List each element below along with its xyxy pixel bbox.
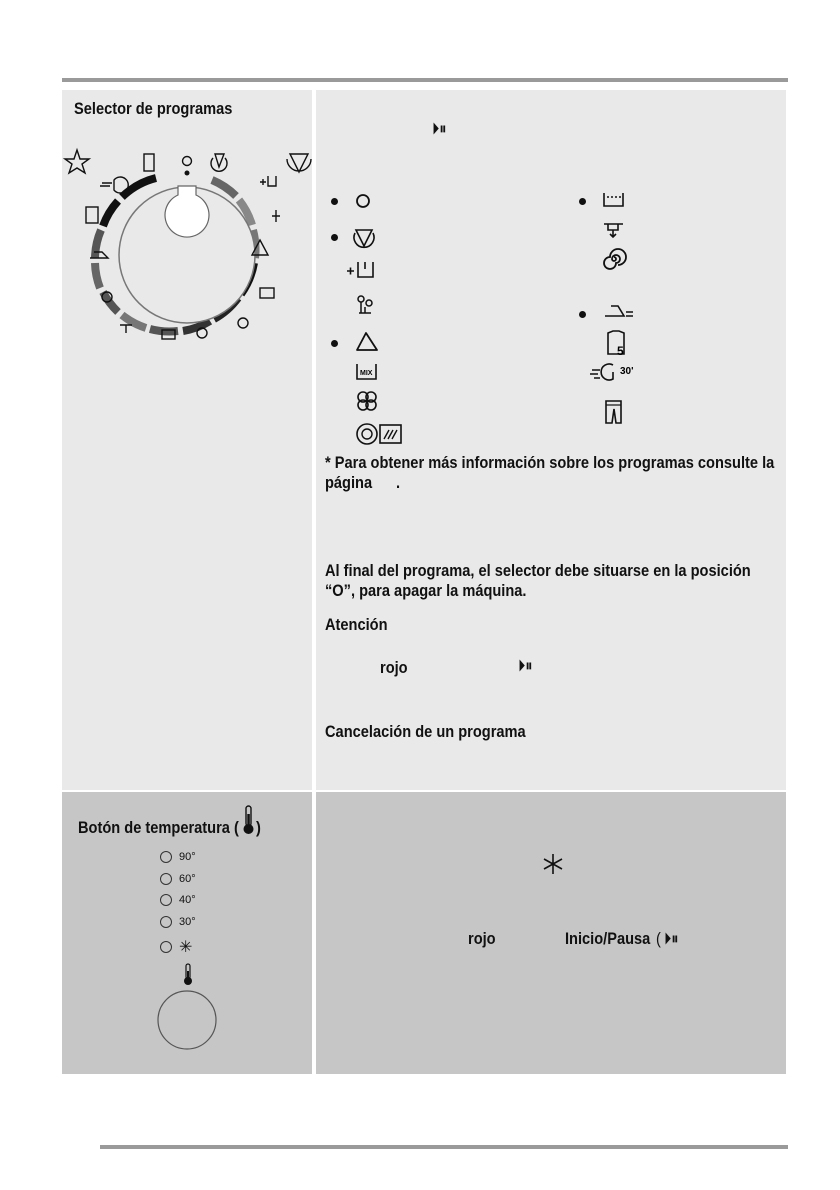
mix-icon: [260, 288, 274, 298]
thermometer-icon: [182, 963, 194, 992]
drain-icon: [602, 219, 626, 244]
cotton-eco-icon: [354, 293, 376, 320]
indicator-light: [160, 916, 172, 928]
bullet-dot: [331, 234, 338, 241]
wool-icon: [272, 210, 280, 222]
bullet-dot: [331, 340, 338, 347]
indicator-light: [160, 873, 172, 885]
footnote-line-1: * Para obtener más información sobre los programas consulte la: [325, 453, 775, 472]
off-circle-icon: [183, 157, 192, 166]
temperature-description-cell: [316, 792, 786, 1074]
bullet-dot: [331, 198, 338, 205]
easy-iron-icon: [602, 302, 634, 325]
drain-icon: [120, 325, 132, 333]
cold-wash-icon: [542, 853, 564, 880]
cancel-program-heading: Cancelación de un programa: [325, 722, 526, 741]
thermometer-icon: [241, 804, 255, 841]
end-of-program-line-2: “O”, para apagar la máquina.: [325, 581, 527, 600]
top-rule: [62, 78, 788, 82]
bullet-dot: [579, 198, 586, 205]
program-dial-diagram: [62, 140, 312, 360]
wool-handwash-icon: [355, 421, 405, 452]
temperature-option-cold: ✳: [160, 937, 192, 957]
delicates-icon: [355, 390, 379, 417]
extra-rinse-icon: [345, 259, 377, 284]
cotton-eco-icon: [211, 154, 227, 171]
off-circle-icon: [355, 193, 371, 214]
jeans-icon: [144, 154, 154, 171]
cotton-icon: [287, 154, 311, 172]
temperature-option-40: 40°: [160, 894, 196, 906]
end-of-program-line-1: Al final del programa, el selector debe situarse en la posición: [325, 561, 751, 580]
star-icon: [65, 150, 89, 173]
svg-text:MIX: MIX: [360, 370, 373, 377]
indicator-light: [160, 941, 172, 953]
svg-text:5: 5: [617, 344, 624, 358]
cotton-icon: [352, 226, 376, 253]
synthetic-icon: [354, 331, 380, 358]
bullet-dot: [579, 311, 586, 318]
prewash-icon: [602, 191, 626, 214]
attention-heading: Atención: [325, 615, 388, 634]
quick-30-icon: [590, 361, 642, 388]
indicator-light: [160, 851, 172, 863]
delicates-icon: [238, 318, 248, 328]
start-pause-button-label: Inicio/Pausa: [565, 929, 651, 948]
play-pause-inline-icon: ⏵⏸: [432, 119, 447, 138]
temperature-knob[interactable]: [157, 990, 217, 1055]
footnote-page-suffix: .: [396, 473, 401, 492]
shirts-5-icon: [604, 330, 630, 363]
program-selector-heading: Selector de programas: [74, 99, 233, 118]
start-pause-paren: (: [656, 929, 661, 948]
indicator-light: [160, 894, 172, 906]
temperature-red-word: rojo: [468, 929, 496, 948]
temperature-option-90: 90°: [160, 851, 196, 863]
footnote-line-2: página: [325, 473, 373, 492]
attention-red-word: rojo: [380, 658, 408, 677]
temperature-heading: Botón de temperatura (: [78, 818, 239, 837]
jeans-icon: [604, 399, 624, 430]
play-pause-inline-icon: ⏵⏸: [518, 656, 533, 675]
temperature-option-30: 30°: [160, 916, 196, 928]
extra-rinse-icon: [260, 176, 276, 186]
spin-icon: [603, 248, 625, 275]
svg-text:30': 30': [620, 366, 634, 377]
temperature-option-60: 60°: [160, 873, 196, 885]
shirts-5-icon: [86, 207, 98, 223]
play-pause-inline-icon: ⏵⏸: [664, 929, 679, 948]
bottom-rule: [100, 1145, 788, 1149]
temperature-heading-close: ): [256, 818, 261, 837]
mix-icon: [355, 362, 379, 387]
